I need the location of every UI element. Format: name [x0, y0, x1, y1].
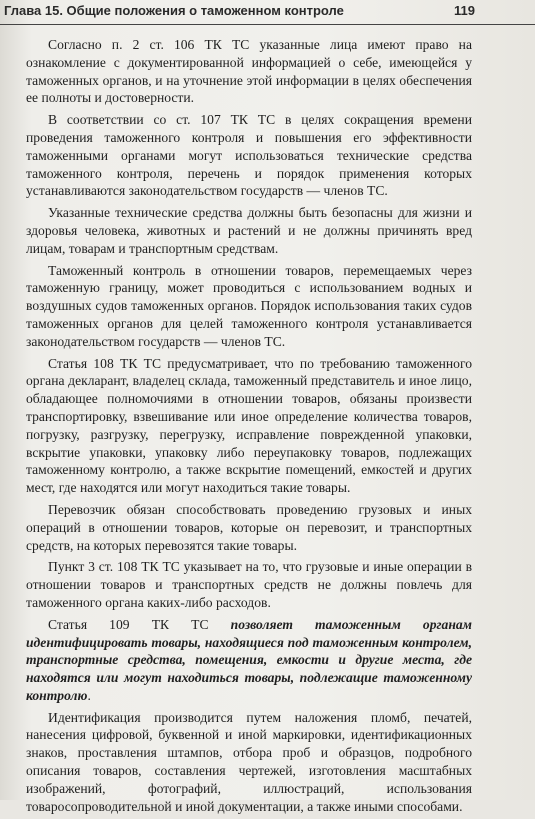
- running-head: Глава 15. Общие положения о таможенном контроле: [4, 3, 344, 18]
- paragraph: Перевозчик обязан способствовать проведению грузовых и иных операций в отношении товаров, которые он перевозит, и транспортных средств, на которых перевозятся такие товары.: [26, 501, 472, 553]
- article-109-tail: .: [87, 687, 91, 703]
- paragraph: Указанные технические средства должны быть безопасны для жизни и здоровья человека, животных и растений и не должны причинять вред лицам, товарам и транспортным средствам.: [26, 205, 472, 256]
- paragraph: Идентификация производится путем наложения пломб, печатей, нанесения цифровой, буквенной и иной маркировки, идентификационных знаков, проставления штампов, отбора проб и образцов, подробного описания товаров, составления чертежей, изготовления масштабных изображений, фотографий, иллюстраций, использования товаросопроводительной и иной документации, а также иными способами.: [26, 709, 472, 814]
- paragraph: В соответствии со ст. 107 ТК ТС в целях сокращения времени проведения таможенного контроля и повышения его эффективности таможенными органами могут использоваться технические средства таможенного контроля, перечень и порядок применения которых устанавливаются законодательством государств — членов ТС.: [26, 112, 472, 199]
- page-header: [0, 0, 535, 25]
- article-109-lead: Статья 109 ТК ТС: [48, 616, 231, 632]
- paragraph: Пункт 3 ст. 108 ТК ТС указывает на то, что грузовые и иные операции в отношении товаров и транспортных средств не должны повлечь для таможенного органа каких-либо расходов.: [26, 559, 472, 610]
- page-body: [26, 36, 472, 819]
- paragraph: Статья 108 ТК ТС предусматривает, что по требованию таможенного органа декларант, владелец склада, таможенный представитель и иное лицо, обладающее полномочиями в отношении товаров, обязаны произвести транспортировку, взвешивание или иное определение количества товаров, погрузку, разгрузку, перегрузку, исправление поврежденной упаковки, вскрытие упаковки, упаковку либо переупаковку товаров, подлежащих таможенному контролю, а также вскрытие помещений, емкостей и других мест, где находятся или могут находиться такие товары.: [26, 355, 472, 496]
- article-109-emphasis: позволяет таможенным органам идентифицировать товары, находящиеся под таможенным контролем, транспортные средства, помещения, емкости и другие места, где находятся или могут находиться товары, подлежащие таможенному контролю: [26, 616, 472, 703]
- article-109-paragraph: [26, 616, 472, 705]
- paragraph: Таможенный контроль в отношении товаров, перемещаемых через таможенную границу, может проводиться с использованием водных и воздушных судов таможенных органов. Порядок использования таких судов таможенных органов для целей таможенного контроля устанавливается законодательством государств — членов ТС.: [26, 262, 472, 349]
- paragraph: Согласно п. 2 ст. 106 ТК ТС указанные лица имеют право на ознакомление с документированной информацией о себе, имеющейся у таможенных органов, и на уточнение этой информации в целях обеспечения ее полноты и достоверности.: [26, 37, 472, 106]
- page-number: 119: [454, 3, 475, 18]
